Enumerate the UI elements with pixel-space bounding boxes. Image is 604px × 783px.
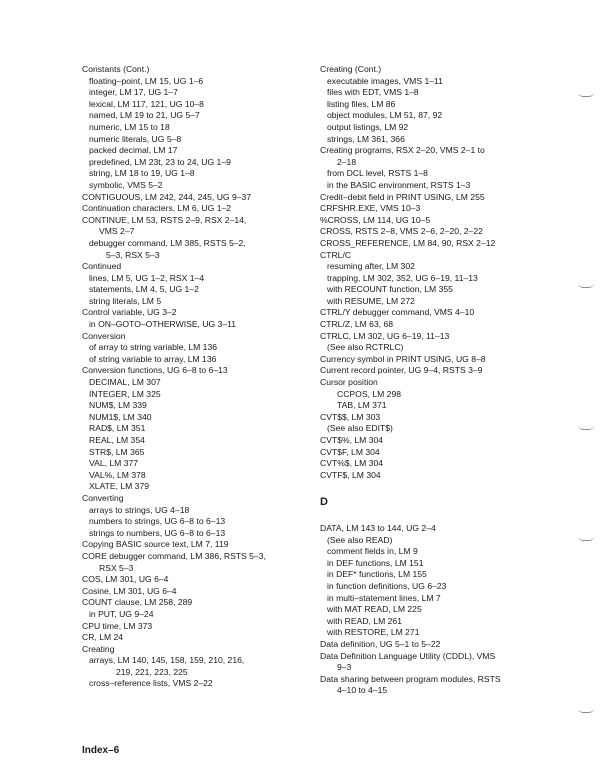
index-entry: CCPOS, LM 298 xyxy=(337,388,401,399)
index-entry: Control variable, UG 3–2 xyxy=(82,307,177,318)
index-entry: Copying BASIC source text, LM 7, 119 xyxy=(82,539,229,550)
index-entry: INTEGER, LM 325 xyxy=(89,388,161,399)
index-entry: listing files, LM 86 xyxy=(327,98,396,109)
index-entry: lines, LM 5, UG 1–2, RSX 1–4 xyxy=(89,272,205,283)
index-entry: Credit–debit field in PRINT USING, LM 255 xyxy=(320,191,485,202)
index-entry: in DEF functions, LM 151 xyxy=(327,557,424,568)
index-entry: CTRLC, LM 302, UG 6–19, 11–13 xyxy=(320,330,450,341)
index-entry: CTRL/C xyxy=(320,249,352,260)
index-entry: in DEF* functions, LM 155 xyxy=(327,569,427,580)
index-entry: Creating xyxy=(82,643,115,654)
index-entry: in PUT, UG 9–24 xyxy=(89,608,154,619)
index-entry: Creating (Cont.) xyxy=(320,64,382,74)
index-entry: 9–3 xyxy=(337,662,352,673)
index-entry: named, LM 19 to 21, UG 5–7 xyxy=(89,110,200,121)
index-entry: CRFSHR.EXE, VMS 10–3 xyxy=(320,203,421,214)
index-entry: (See also EDIT$) xyxy=(327,423,393,434)
index-entry: CONTIGUOUS, LM 242, 244, 245, UG 9–37 xyxy=(82,191,252,202)
index-entry: symbolic, VMS 5–2 xyxy=(89,179,163,190)
index-entry: with RECOUNT function, LM 355 xyxy=(327,284,453,295)
index-entry: integer, LM 17, UG 1–7 xyxy=(89,87,178,98)
index-entry: TAB, LM 371 xyxy=(337,400,387,411)
index-entry: of string variable to array, LM 136 xyxy=(89,353,217,364)
index-entry: CROSS, RSTS 2–8, VMS 2–6, 2–20, 2–22 xyxy=(320,226,483,237)
index-entry: executable images, VMS 1–11 xyxy=(327,75,443,86)
index-entry: numeric literals, UG 5–8 xyxy=(89,133,182,144)
index-entry: in ON–GOTO–OTHERWISE, UG 3–11 xyxy=(89,319,237,330)
index-entry: in the BASIC environment, RSTS 1–3 xyxy=(327,179,471,190)
page-number: Index–6 xyxy=(82,745,120,756)
index-entry: CVT$%, LM 304 xyxy=(320,435,384,445)
index-entry: of array to string variable, LM 136 xyxy=(89,342,218,353)
index-entry: with RESTORE, LM 271 xyxy=(327,627,420,638)
index-entry: CVT%$, LM 304 xyxy=(320,458,384,469)
index-entry: NUM1$, LM 340 xyxy=(89,411,152,422)
index-entry: VMS 2–7 xyxy=(99,226,135,237)
index-entry: 219, 221, 223, 225 xyxy=(116,666,188,677)
index-entry: arrays to strings, UG 4–18 xyxy=(89,504,190,515)
index-entry: predefined, LM 23t, 23 to 24, UG 1–9 xyxy=(89,156,231,167)
index-entry: CR, LM 24 xyxy=(82,632,124,643)
binding-hole-mark xyxy=(578,425,594,430)
index-entry: Converting xyxy=(82,492,124,503)
index-entry: COS, LM 301, UG 6–4 xyxy=(82,574,169,585)
index-entry: lexical, LM 117, 121, UG 10–8 xyxy=(89,98,204,109)
index-entry: Currency symbol in PRINT USING, UG 8–8 xyxy=(320,353,486,364)
index-entry: strings to numbers, UG 6–8 to 6–13 xyxy=(89,527,226,538)
binding-hole-mark xyxy=(578,708,594,713)
index-entry: numbers to strings, UG 6–8 to 6–13 xyxy=(89,516,226,527)
index-entry: Continued xyxy=(82,261,122,272)
index-entry: strings, LM 361, 366 xyxy=(327,133,405,144)
index-entry: (See also READ) xyxy=(327,534,393,545)
index-entry: 4–10 to 4–15 xyxy=(337,685,388,696)
index-entry: string, LM 18 to 19, UG 1–8 xyxy=(89,168,195,179)
index-entry: floating–point, LM 15, UG 1–6 xyxy=(89,75,204,86)
index-entry: CVT$$, LM 303 xyxy=(320,411,381,422)
binding-hole-mark xyxy=(578,536,594,541)
index-entry: CVTF$, LM 304 xyxy=(320,469,381,480)
index-entry: output listings, LM 92 xyxy=(327,121,409,132)
binding-hole-mark xyxy=(578,92,594,97)
binding-hole-mark xyxy=(578,283,594,288)
section-heading: D xyxy=(320,496,328,509)
index-entry: arrays, LM 140, 145, 158, 159, 210, 216, xyxy=(89,655,245,666)
index-entry: 5–3, RSX 5–3 xyxy=(106,249,160,260)
index-entry: trapping, LM 302, 352, UG 6–19, 11–13 xyxy=(327,272,478,283)
index-entry: files with EDT, VMS 1–8 xyxy=(327,87,419,98)
index-entry: Creating programs, RSX 2–20, VMS 2–1 to xyxy=(320,145,485,156)
index-entry: (See also RCTRLC) xyxy=(327,342,404,353)
index-entry: in function definitions, UG 6–23 xyxy=(327,580,447,591)
index-entry: string literals, LM 5 xyxy=(89,295,162,306)
index-entry: 2–18 xyxy=(337,156,357,167)
index-entry: Data definition, UG 5–1 to 5–22 xyxy=(320,638,441,649)
index-entry: DECIMAL, LM 307 xyxy=(89,377,161,388)
index-entry: RSX 5–3 xyxy=(99,562,134,573)
index-entry: cross–reference lists, VMS 2–22 xyxy=(89,678,213,689)
index-column-left xyxy=(82,64,307,690)
index-entry: from DCL level, RSTS 1–8 xyxy=(327,168,428,179)
index-entry: with RESUME, LM 272 xyxy=(327,295,415,306)
index-entry: with READ, LM 261 xyxy=(327,615,402,626)
index-entry: Current record pointer, UG 9–4, RSTS 3–9 xyxy=(320,365,483,376)
index-column-right xyxy=(320,64,560,697)
index-entry: COUNT clause, LM 258, 289 xyxy=(82,597,193,608)
index-entry: NUM$, LM 339 xyxy=(89,400,147,411)
index-entry: in multi–statement lines, LM 7 xyxy=(327,592,441,603)
index-entry: resuming after, LM 302 xyxy=(327,261,415,272)
index-entry: VAL, LM 377 xyxy=(89,458,139,469)
index-entry: REAL, LM 354 xyxy=(89,435,145,445)
index-entry: DATA, LM 143 to 144, UG 2–4 xyxy=(320,522,436,533)
index-entry: RAD$, LM 351 xyxy=(89,423,146,434)
index-entry: CTRL/Y debugger command, VMS 4–10 xyxy=(320,307,475,318)
index-entry: Continuation characters, LM 6, UG 1–2 xyxy=(82,203,232,214)
index-entry: comment fields in, LM 9 xyxy=(327,546,418,557)
index-entry: XLATE, LM 379 xyxy=(89,481,150,492)
index-entry: Cosine, LM 301, UG 6–4 xyxy=(82,585,177,596)
index-entry: Conversion xyxy=(82,330,126,341)
index-entry: VAL%, LM 378 xyxy=(89,469,146,480)
index-entry: CROSS_REFERENCE, LM 84, 90, RSX 2–12 xyxy=(320,237,496,248)
index-entry: %CROSS, LM 114, UG 10–5 xyxy=(320,214,431,225)
index-entry: CONTINUE, LM 53, RSTS 2–9, RSX 2–14, xyxy=(82,214,247,225)
index-entry: Conversion functions, UG 6–8 to 6–13 xyxy=(82,365,228,376)
index-entry: statements, LM 4, 5, UG 1–2 xyxy=(89,284,199,295)
index-entry: numeric, LM 15 to 18 xyxy=(89,121,170,132)
index-entry: object modules, LM 51, 87, 92 xyxy=(327,110,443,121)
index-entry: CORE debugger command, LM 386, RSTS 5–3, xyxy=(82,550,266,561)
index-entry: debugger command, LM 385, RSTS 5–2, xyxy=(89,237,246,248)
index-entry: STR$, LM 365 xyxy=(89,446,145,457)
index-entry: Constants (Cont.) xyxy=(82,64,150,74)
index-entry: Data Definition Language Utility (CDDL), VMS xyxy=(320,650,496,661)
index-entry: Data sharing between program modules, RSTS xyxy=(320,673,501,684)
index-entry: packed decimal, LM 17 xyxy=(89,145,178,156)
index-entry: Cursor position xyxy=(320,377,378,388)
index-entry: CTRL/Z, LM 63, 68 xyxy=(320,319,394,330)
index-entry: CPU time, LM 373 xyxy=(82,620,153,631)
index-entry: with MAT READ, LM 225 xyxy=(327,604,422,615)
index-entry: CVT$F, LM 304 xyxy=(320,446,380,457)
